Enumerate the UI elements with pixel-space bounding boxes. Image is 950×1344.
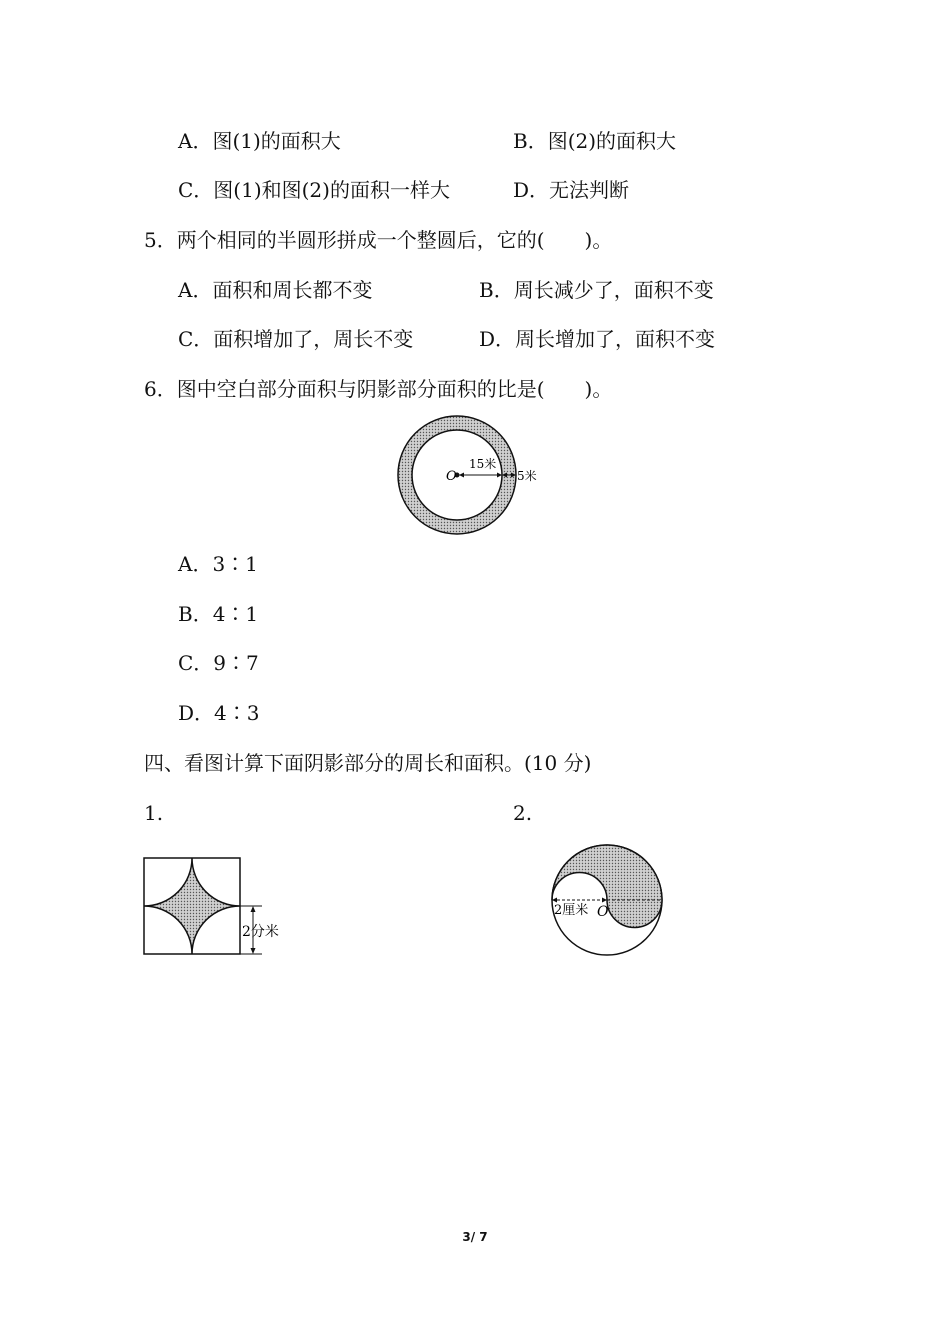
- q5-option-b: B．周长减少了，面积不变: [479, 278, 714, 302]
- q6-option-a: A．3∶1: [178, 552, 258, 576]
- q6-option-c: C．9∶7: [178, 651, 259, 675]
- q6-option-b: B．4∶1: [178, 602, 259, 626]
- center-o-label: O: [597, 904, 609, 920]
- q4-option-c: C．图(1)和图(2)的面积一样大: [178, 178, 450, 202]
- q6-option-d: D．4∶3: [178, 701, 260, 725]
- inner-radius-label: 15米: [469, 457, 497, 471]
- dimension-label: 2分米: [242, 924, 279, 940]
- yin-yang-figure: [545, 838, 670, 963]
- q4-option-a: A．图(1)的面积大: [178, 129, 341, 153]
- q5-stem: 5．两个相同的半圆形拼成一个整圆后，它的( )。: [144, 228, 613, 252]
- problem-1-label: 1.: [144, 801, 164, 825]
- radius-label: 2厘米: [554, 903, 589, 918]
- center-label: O: [446, 469, 457, 484]
- q6-stem: 6．图中空白部分面积与阴影部分面积的比是( )。: [144, 377, 613, 401]
- page-number: 3/ 7: [462, 1230, 488, 1244]
- q5-option-a: A．面积和周长都不变: [178, 278, 373, 302]
- ring-width-label: 5米: [517, 469, 537, 483]
- q4-option-b: B．图(2)的面积大: [513, 129, 677, 153]
- q4-option-d: D．无法判断: [513, 178, 630, 202]
- problem-2-label: 2.: [513, 801, 533, 825]
- q5-option-c: C．面积增加了，周长不变: [178, 327, 414, 351]
- ring-figure: [395, 410, 555, 545]
- section4-heading: 四、看图计算下面阴影部分的周长和面积。(10 分): [144, 751, 592, 775]
- square-star-figure: [138, 852, 298, 960]
- q5-option-d: D．周长增加了，面积不变: [479, 327, 716, 351]
